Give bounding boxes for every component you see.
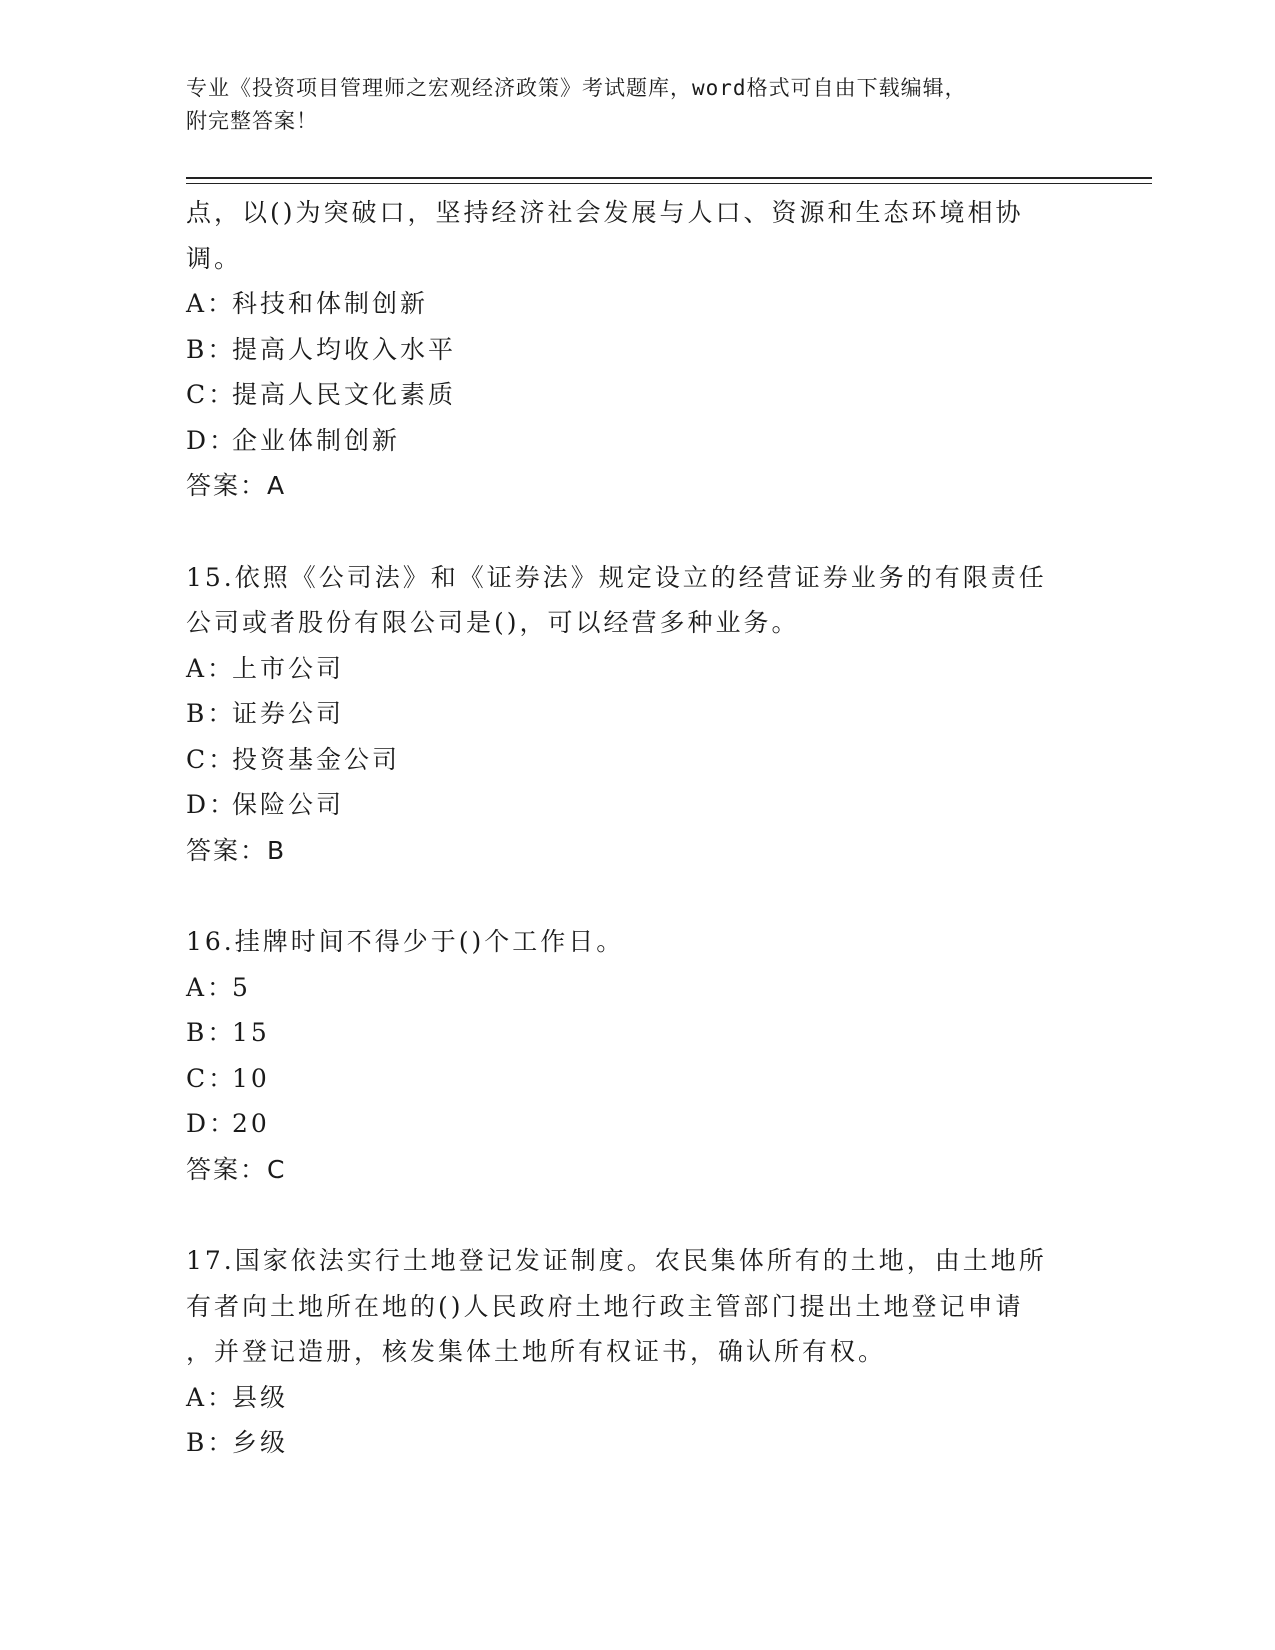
option-text: 保险公司 [232,790,345,819]
option-text: 15 [232,1018,270,1047]
option-text: 科技和体制创新 [232,289,429,318]
option-key: D： [186,1109,238,1138]
option-text: 投资基金公司 [232,744,401,774]
question-text-line: 调。 [186,243,243,273]
question-text-line: ，并登记造册，核发集体土地所有权证书，确认所有权。 [186,1337,887,1366]
option-key: A： [186,289,236,318]
option-key: C： [186,744,237,774]
answer-line: 答案：B [186,835,287,865]
header-rule-thick [186,177,1152,179]
option-key: A： [186,1382,236,1412]
option-key: C： [186,380,237,409]
option-a [186,1375,1086,1421]
option-key: D： [186,790,238,819]
option-b [186,327,1086,373]
option-c [186,372,1086,418]
question-text-line: 公司或者股份有限公司是()，可以经营多种业务。 [186,608,800,637]
option-key: B： [186,699,236,728]
option-key: B： [186,334,236,364]
option-a [186,281,1086,327]
question-15 [186,555,1086,874]
question-17 [186,1238,1086,1466]
option-key: B： [186,1018,236,1047]
document-header [186,72,1086,138]
option-key: B： [186,1428,236,1457]
option-text: 5 [232,972,251,1002]
option-c [186,737,1086,783]
option-text: 县级 [232,1382,289,1412]
header-line-2: 附完整答案！ [186,109,318,133]
question-text-line: 点，以()为突破口，坚持经济社会发展与人口、资源和生态环境相协 [186,198,1024,227]
option-a [186,646,1086,692]
question-text-line: 有者向土地所在地的()人民政府土地行政主管部门提出土地登记申请 [186,1291,1024,1321]
question-14 [186,190,1086,509]
option-key: A： [186,972,236,1002]
option-d [186,418,1086,464]
option-a [186,965,1086,1011]
option-b [186,691,1086,737]
answer-line: 答案：C [186,1154,287,1184]
option-key: D： [186,425,238,455]
option-text: 10 [232,1063,270,1093]
option-text: 证券公司 [232,699,345,728]
question-list [186,190,1086,1466]
option-text: 提高人均收入水平 [232,334,457,364]
option-text: 上市公司 [232,653,345,683]
header-rule-thin [186,183,1152,184]
question-text-line: 16.挂牌时间不得少于()个工作日。 [186,927,625,956]
option-d [186,782,1086,828]
answer-line: 答案：A [186,471,287,500]
option-d [186,1101,1086,1147]
option-key: A： [186,653,236,683]
option-text: 乡级 [232,1428,289,1457]
option-b [186,1420,1086,1466]
option-key: C： [186,1063,237,1093]
option-text: 提高人民文化素质 [232,380,457,409]
question-text-line: 17.国家依法实行土地登记发证制度。农民集体所有的土地，由土地所 [186,1246,1047,1275]
question-16 [186,919,1086,1192]
header-line-1: 专业《投资项目管理师之宏观经济政策》考试题库，word格式可自由下载编辑， [186,76,967,100]
spacer [186,873,1086,919]
spacer [186,509,1086,555]
option-text: 企业体制创新 [232,425,401,455]
option-text: 20 [232,1109,270,1138]
option-c [186,1056,1086,1102]
question-text-line: 15.依照《公司法》和《证券法》规定设立的经营证券业务的有限责任 [186,562,1047,592]
option-b [186,1010,1086,1056]
spacer [186,1192,1086,1238]
